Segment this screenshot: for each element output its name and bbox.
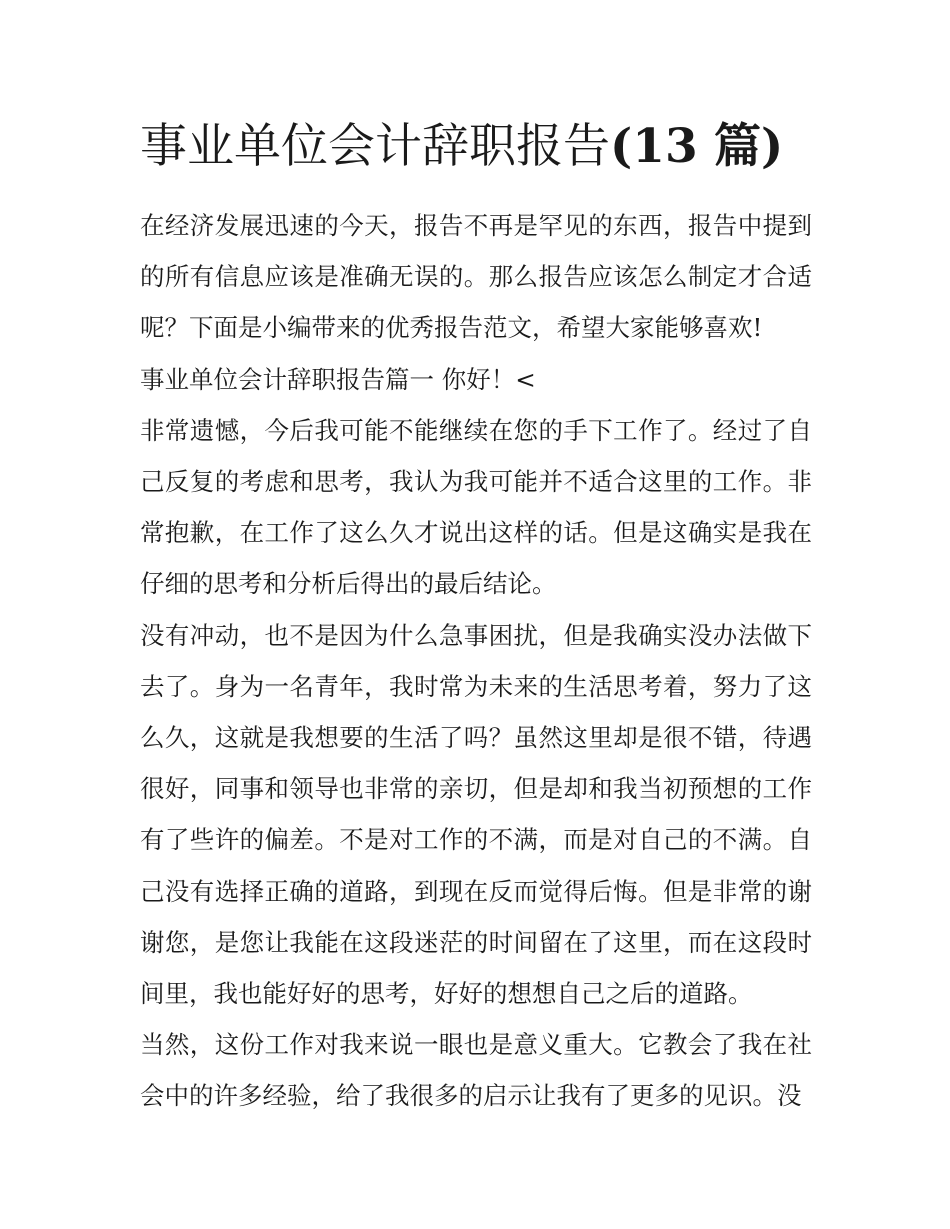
body-paragraph-3: 当然，这份工作对我来说一眼也是意义重大。它教会了我在社会中的许多经验，给了我很多的启示让我有了更多的见识。没 (140, 1030, 812, 1111)
document-page (140, 112, 812, 1122)
intro-paragraph: 在经济发展迅速的今天，报告不再是罕见的东西，报告中提到的所有信息应该是准确无误的。那么报告应该怎么制定才合适呢？下面是小编带来的优秀报告范文，希望大家能够喜欢! (140, 211, 812, 343)
title-suffix: (13 篇) (610, 119, 784, 174)
title-main: 事业单位会计辞职报告 (140, 119, 610, 174)
section-heading-paragraph: 事业单位会计辞职报告篇一 你好！< (140, 364, 536, 394)
body-paragraph-1: 非常遗憾，今后我可能不能继续在您的手下工作了。经过了自己反复的考虑和思考，我认为我可能并不适合这里的工作。非常抱歉，在工作了这么久才说出这样的话。但是这确实是我在仔细的思考和分析后得出的最后结论。 (140, 415, 812, 599)
body-paragraph-2: 没有冲动，也不是因为什么急事困扰，但是我确实没办法做下去了。身为一名青年，我时常为未来的生活思考着，努力了这么久，这就是我想要的生活了吗？虽然这里却是很不错，待遇很好，同事和领导也非常的亲切，但是却和我当初预想的工作有了些许的偏差。不是对工作的不满，而是对自己的不满。自己没有选择正确的道路，到现在反而觉得后悔。但是非常的谢谢您，是您让我能在这段迷茫的时间留在了这里，而在这段时间里，我也能好好的思考，好好的想想自己之后的道路。 (140, 620, 812, 1009)
document-title (140, 112, 812, 182)
